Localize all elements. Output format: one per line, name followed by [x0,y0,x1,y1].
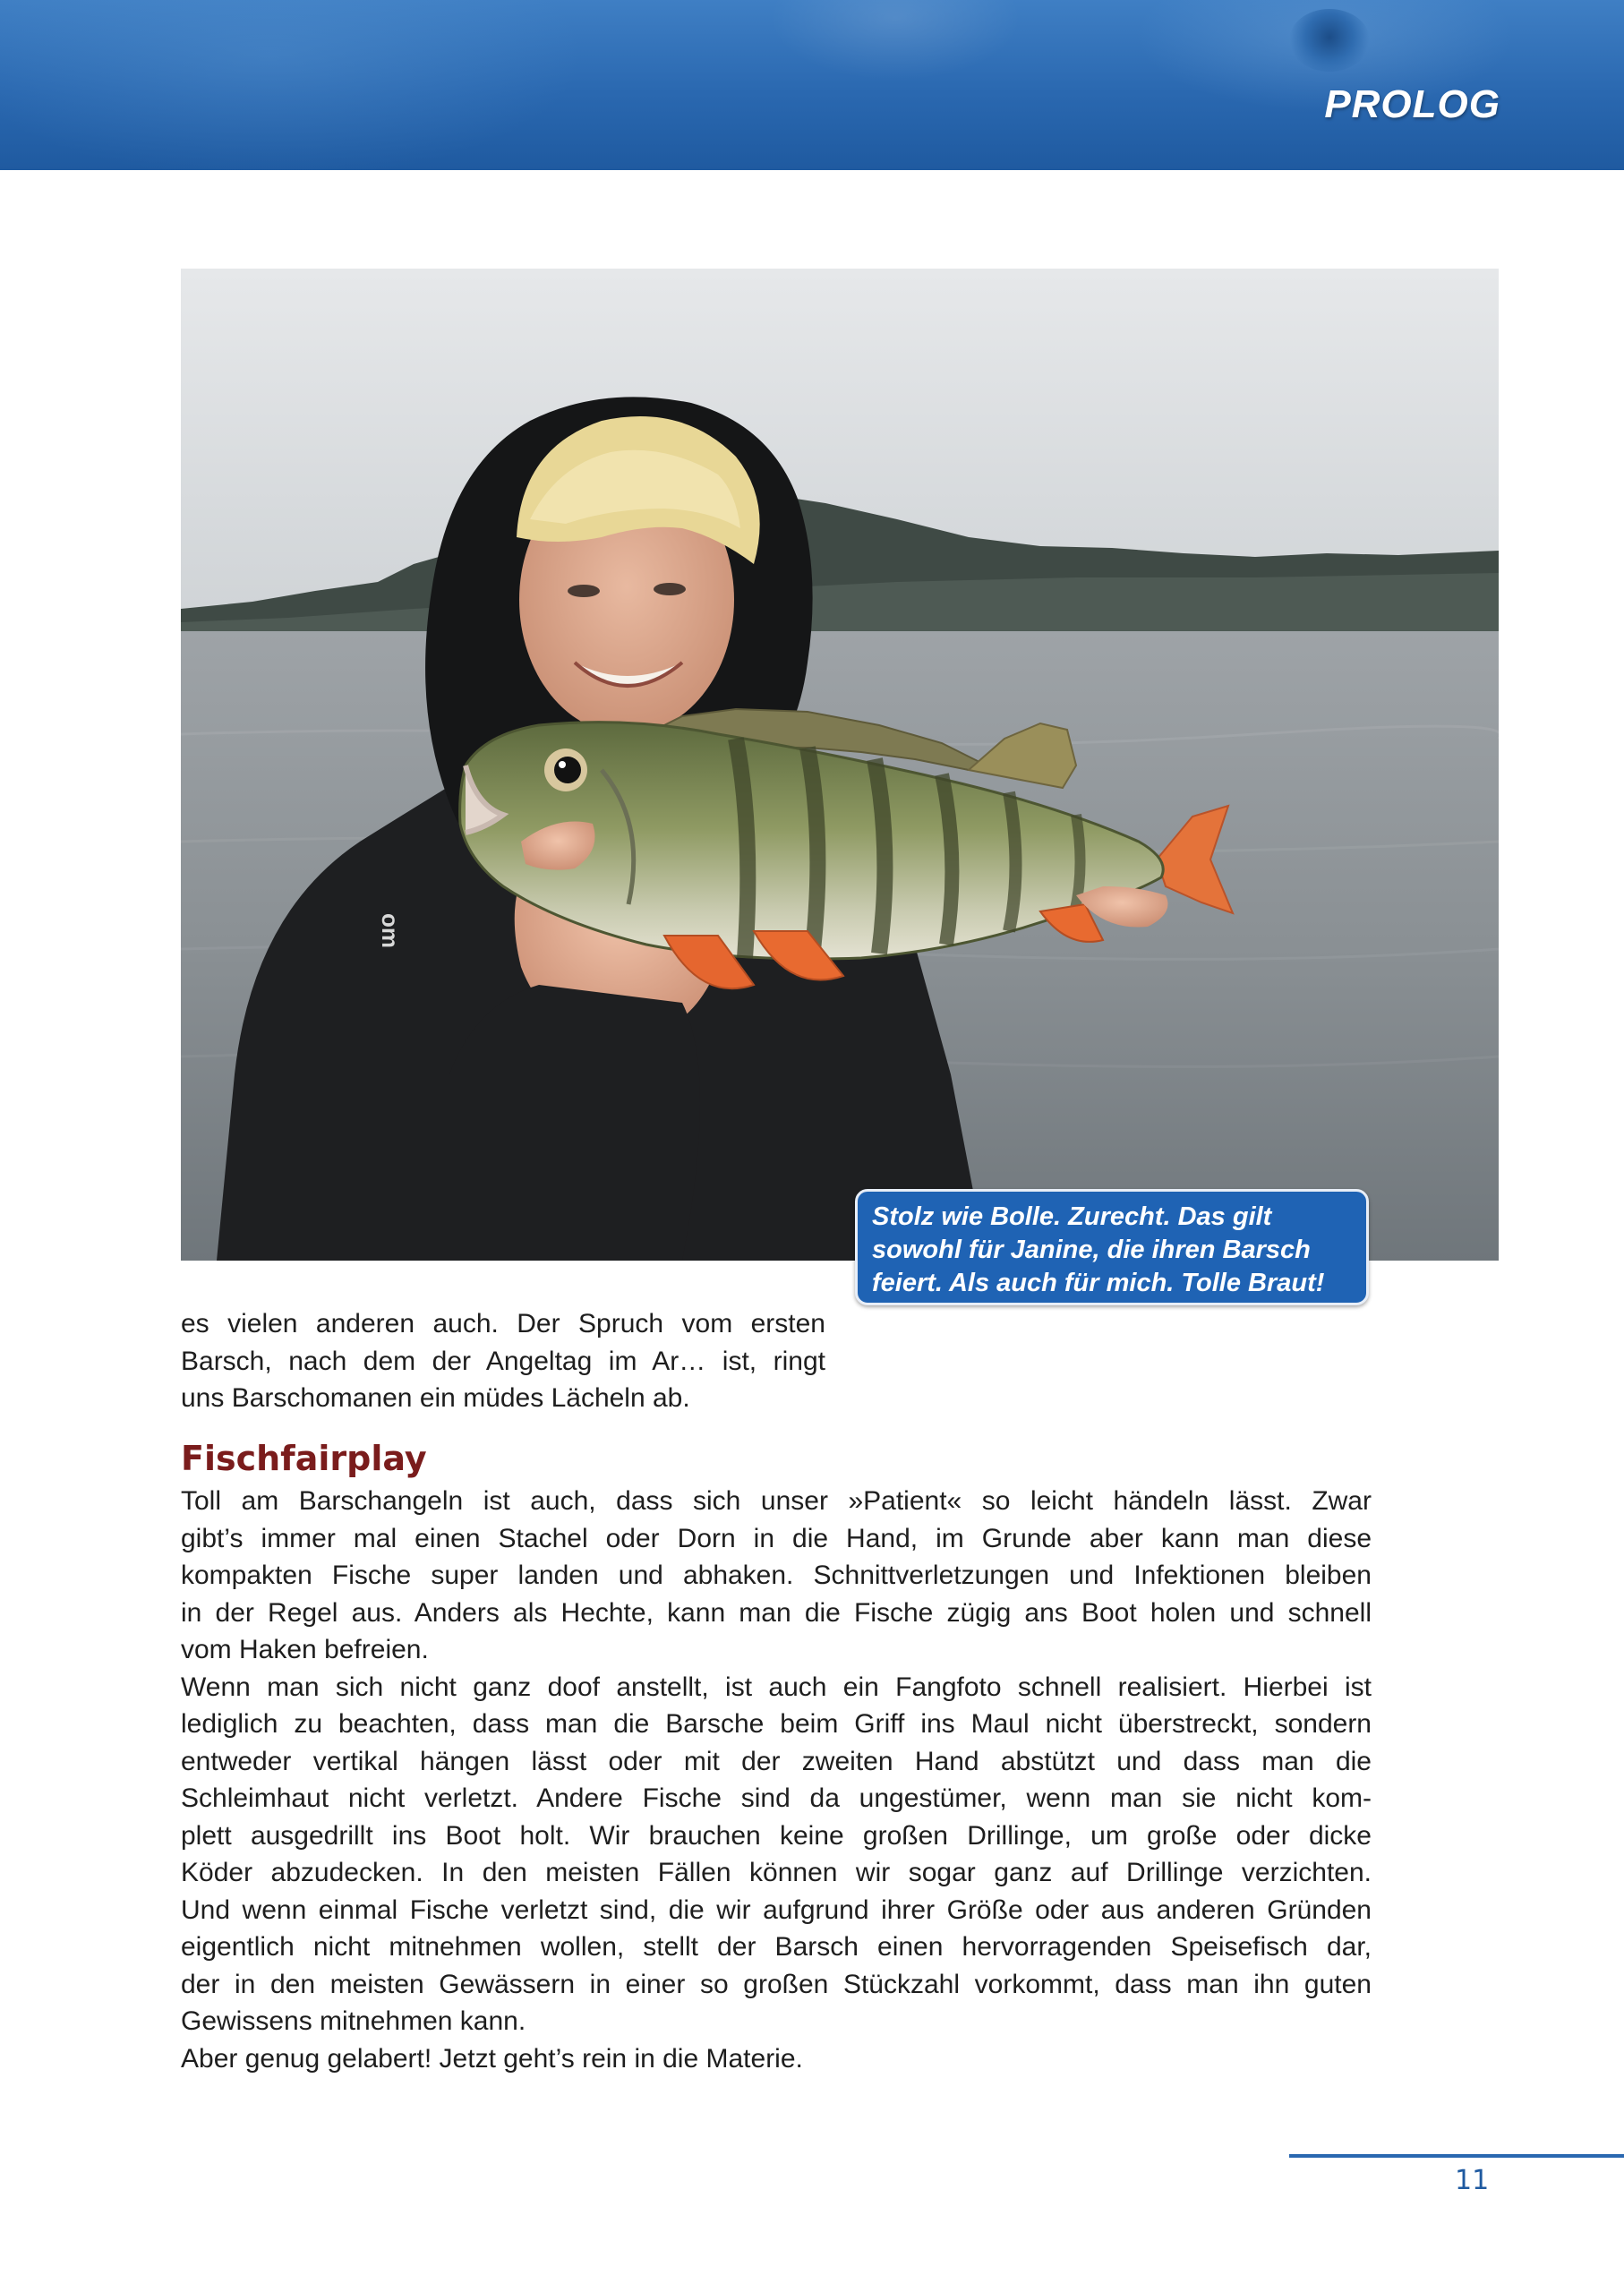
text-line: es vielen anderen auch. Der Spruch vom ersten [181,1309,825,1338]
text-line: plett ausgedrillt ins Boot holt. Wir brauchen keine großen Drillinge, um große oder dicke [181,1820,1372,1851]
text-line: vom Haken befreien. [181,1635,429,1664]
caption-line: feiert. Als auch für mich. Tolle Braut! [872,1269,1325,1297]
text-line: Wenn man sich nicht ganz doof anstellt, ist auch ein Fangfoto schnell realisiert. Hierbei ist [181,1672,1372,1702]
text-line: uns Barschomanen ein müdes Lächeln ab. [181,1383,690,1413]
page-number: 11 [1455,2165,1490,2196]
photo-illustration [181,269,1499,1261]
section-title: PROLOG [1324,82,1500,126]
text-line: Gewissens mitnehmen kann. [181,2006,526,2036]
text-line: entweder vertikal hängen lässt oder mit der zweiten Hand abstützt und dass man die [181,1746,1372,1776]
text-line: kompakten Fische super landen und abhaken. Schnittverletzungen und Infektionen bleiben [181,1561,1372,1590]
text-line: Köder abzudecken. In den meisten Fällen können wir sogar ganz auf Drillinge verzichten. [181,1858,1372,1887]
text-line: der in den meisten Gewässern in einer so großen Stückzahl vorkommt, dass man ihn guten [181,1969,1372,1999]
jacket-print: om [377,913,404,948]
caption-line: sowohl für Janine, die ihren Barsch [872,1236,1311,1264]
fish-eye-decoration [1289,9,1370,72]
text-line: lediglich zu beachten, dass man die Barsche beim Griff ins Maul nicht überstreckt, sondern [181,1709,1372,1739]
text-line: Barsch, nach dem der Angeltag im Ar… ist, ringt [181,1346,825,1376]
text-line: Schleimhaut nicht verletzt. Andere Fische sind da ungestümer, wenn man sie nicht kom- [181,1783,1372,1813]
text-line: Und wenn einmal Fische verletzt sind, die wir aufgrund ihrer Größe oder aus anderen Gründen [181,1894,1372,1925]
text-line: in der Regel aus. Anders als Hechte, kann man die Fische zügig ans Boot holen und schnell [181,1597,1372,1628]
text-line: Toll am Barschangeln ist auch, dass sich unser »Patient« so leicht händeln lässt. Zwar [181,1486,1372,1516]
photo-angler-with-perch [181,269,1499,1261]
section-heading: Fischfairplay [181,1439,427,1478]
header-banner [0,0,1624,170]
intro-paragraph [181,1305,825,1417]
photo-caption [855,1189,1369,1305]
caption-line: Stolz wie Bolle. Zurecht. Das gilt [872,1202,1272,1231]
text-line: gibt’s immer mal einen Stachel oder Dorn in die Hand, im Grunde aber kann man diese [181,1523,1372,1553]
section-body [181,1483,1372,2077]
footer-rule [1289,2154,1624,2158]
text-line: Aber genug gelabert! Jetzt geht’s rein in die Materie. [181,2043,803,2074]
text-line: eigentlich nicht mitnehmen wollen, stellt der Barsch einen hervorragenden Speisefisch dar, [181,1932,1372,1962]
